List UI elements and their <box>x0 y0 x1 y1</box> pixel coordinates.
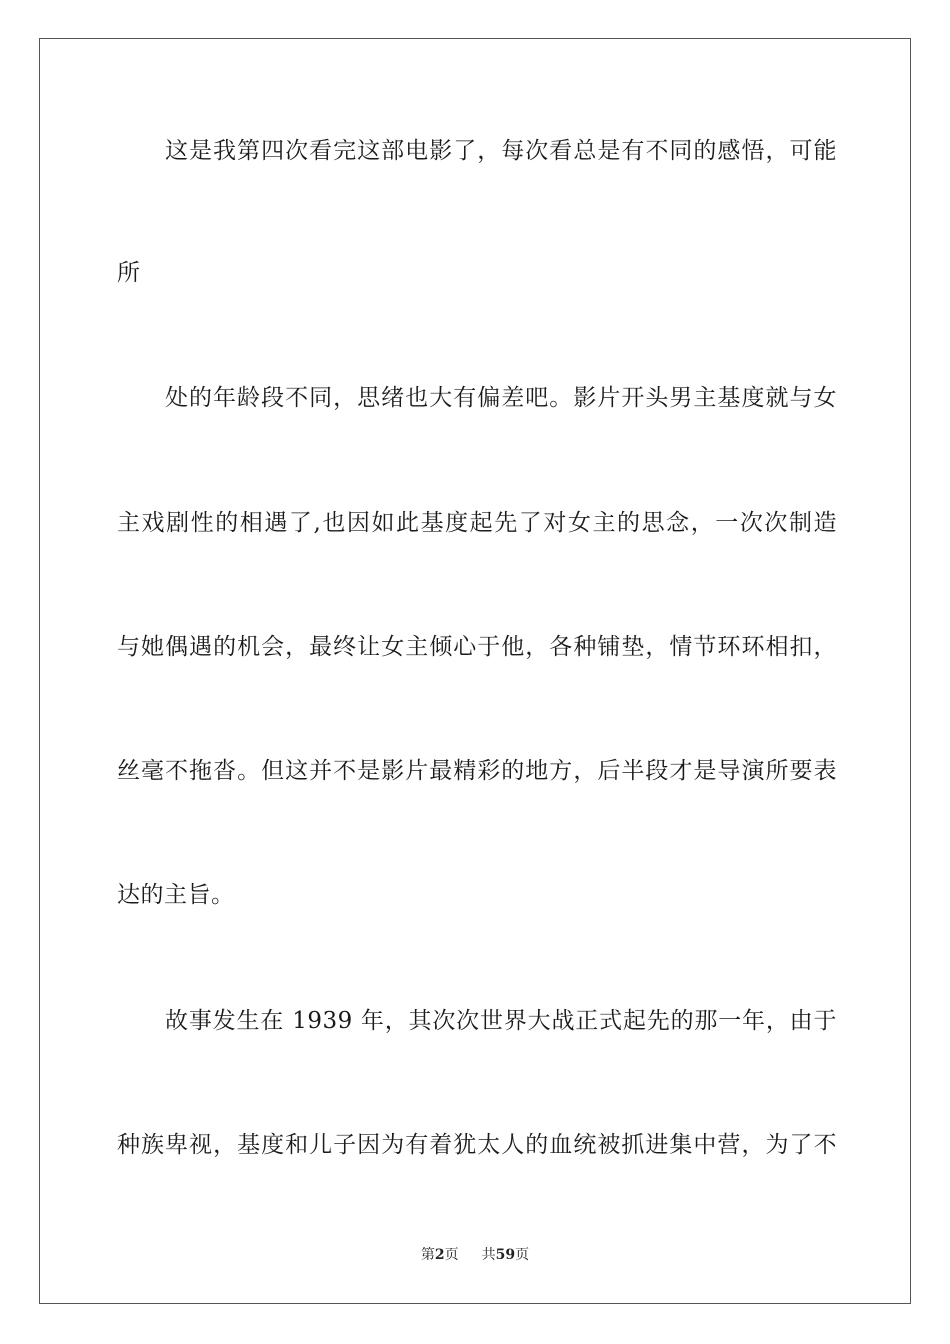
page-border <box>39 38 911 1304</box>
page-footer <box>0 1246 950 1264</box>
paragraph-line-2: 所 <box>117 260 141 286</box>
paragraph-line-3: 处的年龄段不同，思绪也大有偏差吧。影片开头男主基度就与女 <box>165 385 837 411</box>
paragraph-line-6: 丝毫不拖沓。但这并不是影片最精彩的地方，后半段才是导演所要表 <box>117 758 837 784</box>
footer-total-suffix: 页 <box>515 1247 530 1263</box>
paragraph-line-9: 种族卑视，基度和儿子因为有着犹太人的血统被抓进集中营，为了不 <box>117 1132 837 1158</box>
paragraph-line-8: 故事发生在 1939 年，其次次世界大战正式起先的那一年，由于 <box>165 1008 837 1034</box>
footer-total-pages: 59 <box>495 1247 516 1263</box>
footer-page-number: 2 <box>434 1247 445 1263</box>
paragraph-line-7: 达的主旨。 <box>117 882 235 908</box>
paragraph-line-1: 这是我第四次看完这部电影了，每次看总是有不同的感悟，可能 <box>165 138 837 164</box>
footer-page-prefix: 第 <box>420 1247 435 1263</box>
paragraph-line-4: 主戏剧性的相遇了,也因如此基度起先了对女主的思念，一次次制造 <box>117 510 837 536</box>
footer-total-prefix: 共 <box>481 1247 496 1263</box>
paragraph-line-5: 与她偶遇的机会，最终让女主倾心于他，各种铺垫，情节环环相扣， <box>117 634 837 660</box>
footer-page-suffix: 页 <box>444 1247 459 1263</box>
